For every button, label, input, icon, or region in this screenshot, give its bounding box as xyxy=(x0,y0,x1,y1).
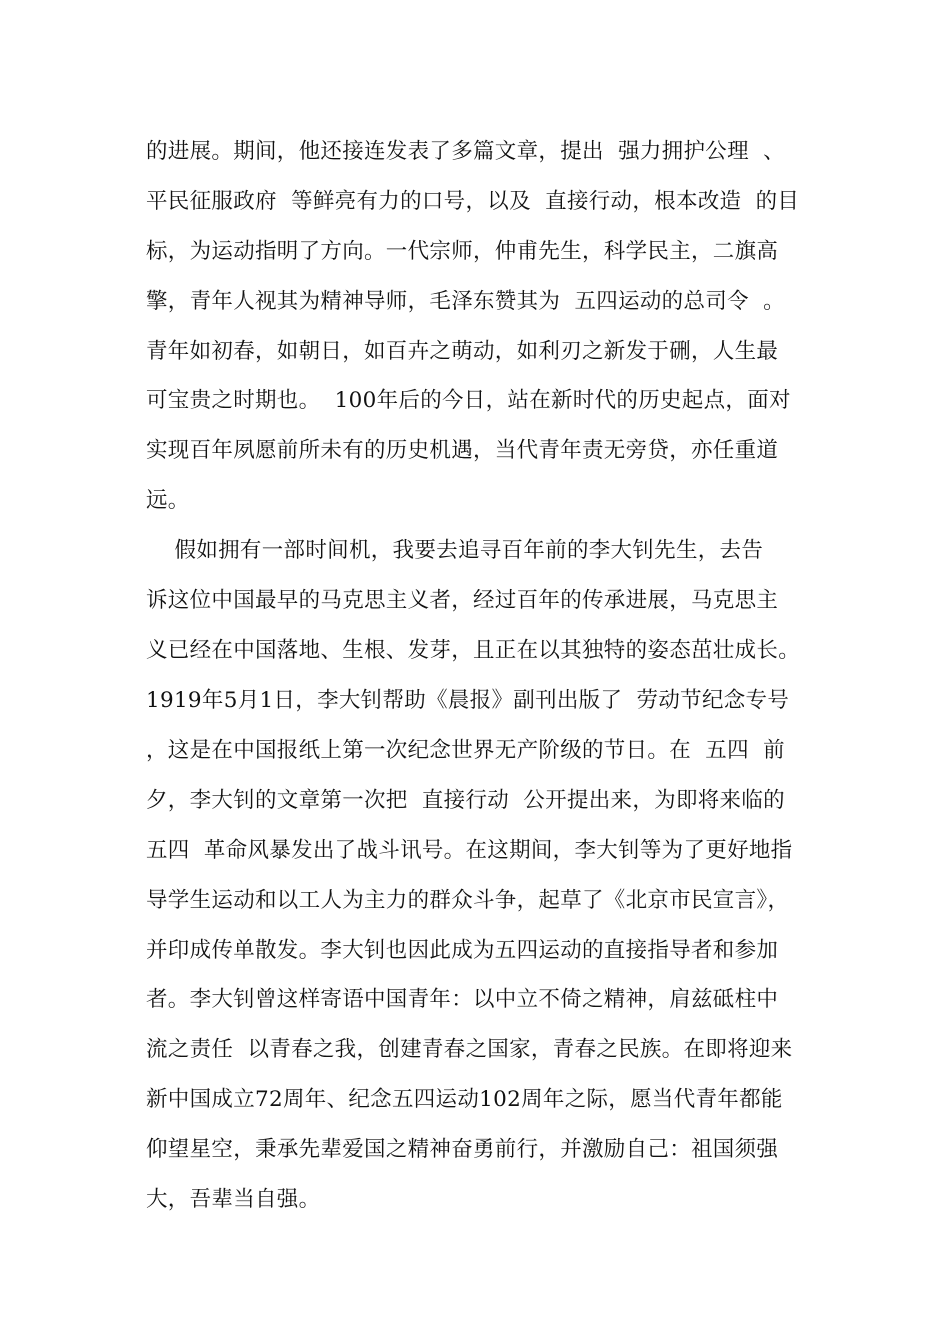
text-line: 青年如初春，如朝日，如百卉之萌动，如利刃之新发于硎，人生最 xyxy=(146,339,779,364)
text-line: 远。 xyxy=(146,488,190,513)
text-line: 并印成传单散发。李大钊也因此成为五四运动的直接指导者和参加 xyxy=(146,938,779,963)
text-line: 擎，青年人视其为精神导师，毛泽东赞其为 五四运动的总司令 。 xyxy=(146,289,785,314)
text-line: 流之责任 以青春之我，创建青春之国家，青春之民族。在即将迎来 xyxy=(146,1037,793,1062)
text-line: ，这是在中国报纸上第一次纪念世界无产阶级的节日。在 五四 前 xyxy=(146,738,785,763)
text-line: 假如拥有一部时间机，我要去追寻百年前的李大钊先生，去告 xyxy=(146,538,764,563)
text-line: 大，吾辈当自强。 xyxy=(146,1187,321,1212)
text-line: 夕，李大钊的文章第一次把 直接行动 公开提出来，为即将来临的 xyxy=(146,788,785,813)
text-line: 的进展。期间，他还接连发表了多篇文章，提出 强力拥护公理 、 xyxy=(146,139,785,164)
text-line: 义已经在中国落地、生根、发芽，且正在以其独特的姿态茁壮成长。 xyxy=(146,638,801,663)
text-line: 可宝贵之时期也。 100年后的今日，站在新时代的历史起点，面对 xyxy=(146,388,791,413)
text-line: 仰望星空，秉承先辈爱国之精神奋勇前行，并激励自己：祖国须强 xyxy=(146,1137,779,1162)
text-line: 平民征服政府 等鲜亮有力的口号，以及 直接行动，根本改造 的目 xyxy=(146,189,800,214)
text-line: 导学生运动和以工人为主力的群众斗争，起草了《北京市民宣言》， xyxy=(146,888,790,913)
text-line: 新中国成立72周年、纪念五四运动102周年之际，愿当代青年都能 xyxy=(146,1087,783,1112)
text-line: 者。李大钊曾这样寄语中国青年：以中立不倚之精神，肩兹砥柱中 xyxy=(146,987,779,1012)
text-line: 1919年5月1日，李大钊帮助《晨报》副刊出版了 劳动节纪念专号 xyxy=(146,688,790,713)
text-line: 标，为运动指明了方向。一代宗师，仲甫先生，科学民主，二旗高 xyxy=(146,239,779,264)
text-line: 实现百年夙愿前所未有的历史机遇，当代青年责无旁贷，亦任重道 xyxy=(146,438,779,463)
text-line: 诉这位中国最早的马克思主义者，经过百年的传承进展，马克思主 xyxy=(146,588,779,613)
text-line: 五四 革命风暴发出了战斗讯号。在这期间，李大钊等为了更好地指 xyxy=(146,838,793,863)
